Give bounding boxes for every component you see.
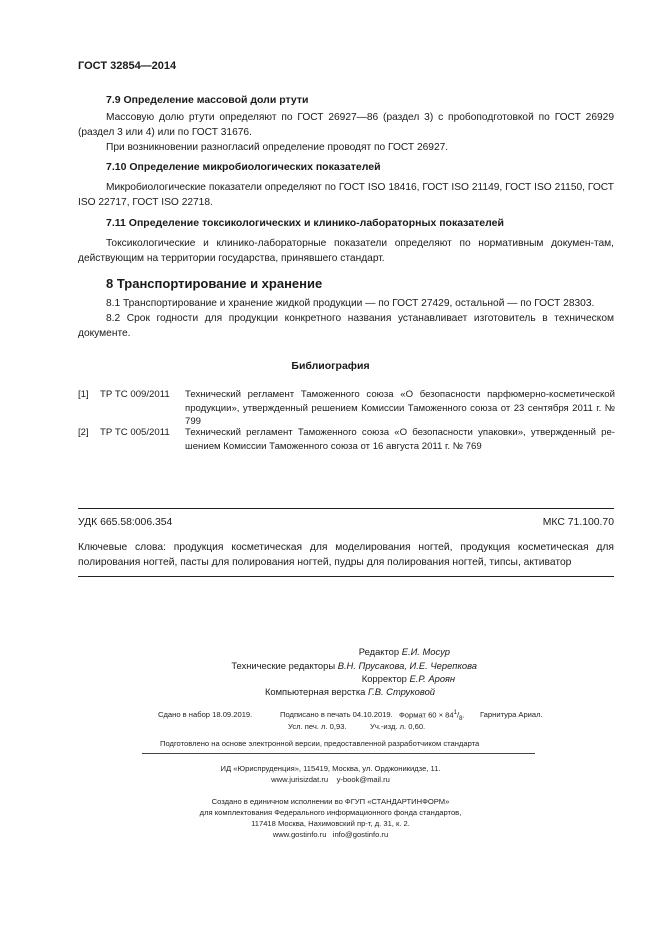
imprint-format-label: Формат 60 × 84 [399, 710, 454, 720]
tech-editors-names: В.Н. Прусакова, И.Е. Черепкова [337, 660, 477, 671]
imprint-prepared-note: Подготовлено на основе электронной версии, предоставленной разработчиком стандарта [160, 739, 480, 748]
keywords: Ключевые слова: продукция косметическая для моделирования ногтей, продукция косметическая для полирования ногтей, пасты для полирования ногтей, пудры для полирования ногтей, типсы, активатор [78, 542, 614, 568]
divider-top [78, 508, 614, 509]
publisher-email-link[interactable]: y-book@mail.ru [336, 775, 390, 784]
publisher-website-link[interactable]: www.jurisizdat.ru [271, 775, 329, 784]
printer-line-3: 117418 Москва, Нахимовский пр-т, д. 31, к. 2. [251, 819, 410, 828]
section-8-paragraph-1: 8.1 Транспортирование и хранение жидкой продукции — по ГОСТ 27429, остальной — по ГОСТ 28303. [106, 298, 595, 309]
tech-editors-label: Технические редакторы [231, 660, 336, 671]
publisher-contacts [0, 775, 661, 784]
bibliography-entry-text: Технический регламент Таможенного союза «О безопасности парфюмерно-косметической продукции», утвержденный решением Комиссии Таможенного союза от 23 сентября 2011 г. № 799 [185, 389, 615, 427]
udk-code: УДК 665.58:006.354 [78, 517, 173, 528]
bibliography-entry-text: Технический регламент Таможенного союза «О безопасности упаковки», утвержденный ре-шением Комиссии Таможенного союза от 16 августа 2011 г. № 769 [185, 427, 615, 452]
imprint-format-sub: 8 [459, 716, 463, 723]
section-7-9-paragraph-1: Массовую долю ртути определяют по ГОСТ 26927—86 (раздел 3) с пробоподготовкой по ГОСТ 26929 (раздел 3 или 4) или по ГОСТ 31676. [78, 112, 614, 138]
layout-name: Г.В. Струковой [367, 686, 435, 697]
imprint-signed: Подписано в печать 04.10.2019. [280, 710, 393, 719]
printer-line-1: Создано в единичном исполнении во ФГУП «СТАНДАРТИНФОРМ» [211, 797, 450, 806]
credits-corrector [150, 673, 455, 684]
editor-name: Е.И. Мосур [401, 646, 450, 657]
section-7-11-paragraph-1: Токсикологические и клинико-лабораторные показатели определяют по нормативным докумен-там, действующим на территории государства, принявшего стандарт. [78, 238, 614, 264]
printer-contacts [0, 830, 661, 839]
credits-tech-editors [80, 660, 477, 671]
credits-layout [150, 686, 435, 697]
section-7-9-paragraph-2: При возникновении разногласий определение проводят по ГОСТ 26927. [106, 142, 449, 153]
imprint-print-sheets: Усл. печ. л. 0,93. [288, 722, 347, 731]
imprint-format-sup: 1 [453, 710, 457, 716]
bibliography-entry-code: ТР ТС 005/2011 [100, 427, 170, 438]
publisher-address: ИД «Юриспруденция», 115419, Москва, ул. Орджоникидзе, 11. [220, 764, 441, 773]
imprint-sent: Сдано в набор 18.09.2019. [158, 710, 253, 719]
section-8-title: 8 Транспортирование и хранение [106, 276, 323, 291]
imprint-format: Формат $60 \times 84^1/_8$. [399, 710, 465, 723]
bibliography-entry-number: [2] [78, 427, 89, 438]
printer-line-2: для комплектования Федерального информационного фонда стандартов, [199, 808, 462, 817]
corrector-name: Е.Р. Ароян [409, 673, 455, 684]
bibliography-title: Библиография [291, 360, 370, 372]
imprint-font: Гарнитура Ариал. [480, 710, 543, 719]
section-7-9-title: 7.9 Определение массовой доли ртути [106, 94, 309, 106]
section-7-11-title: 7.11 Определение токсикологических и клинико-лабораторных показателей [106, 217, 504, 229]
section-8-paragraph-2: 8.2 Срок годности для продукции конкретного названия устанавливает изготовитель в техническом документе. [78, 313, 614, 339]
imprint-pub-sheets: Уч.-изд. л. 0,60. [370, 722, 426, 731]
bibliography-entry-code: ТР ТС 009/2011 [100, 389, 170, 400]
printer-website-link[interactable]: www.gostinfo.ru [272, 830, 327, 839]
credits-editor [150, 646, 450, 657]
bibliography-entry-2 [78, 426, 618, 454]
editor-label: Редактор [358, 646, 400, 657]
printer-email-link[interactable]: info@gostinfo.ru [332, 830, 389, 839]
section-7-10-title: 7.10 Определение микробиологических показателей [106, 161, 381, 173]
bibliography-entry-1 [78, 388, 618, 428]
section-7-10-paragraph-1: Микробиологические показатели определяют по ГОСТ ISO 18416, ГОСТ ISO 21149, ГОСТ ISO 21150, ГОСТ ISO 22717, ГОСТ ISO 22718. [78, 182, 614, 208]
document-header: ГОСТ 32854—2014 [78, 60, 177, 72]
divider-bottom [78, 576, 614, 577]
mks-code: МКС 71.100.70 [542, 517, 614, 528]
corrector-label: Корректор [361, 673, 407, 684]
imprint-divider [142, 753, 535, 754]
layout-label: Компьютерная верстка [264, 686, 366, 697]
bibliography-entry-number: [1] [78, 389, 89, 400]
